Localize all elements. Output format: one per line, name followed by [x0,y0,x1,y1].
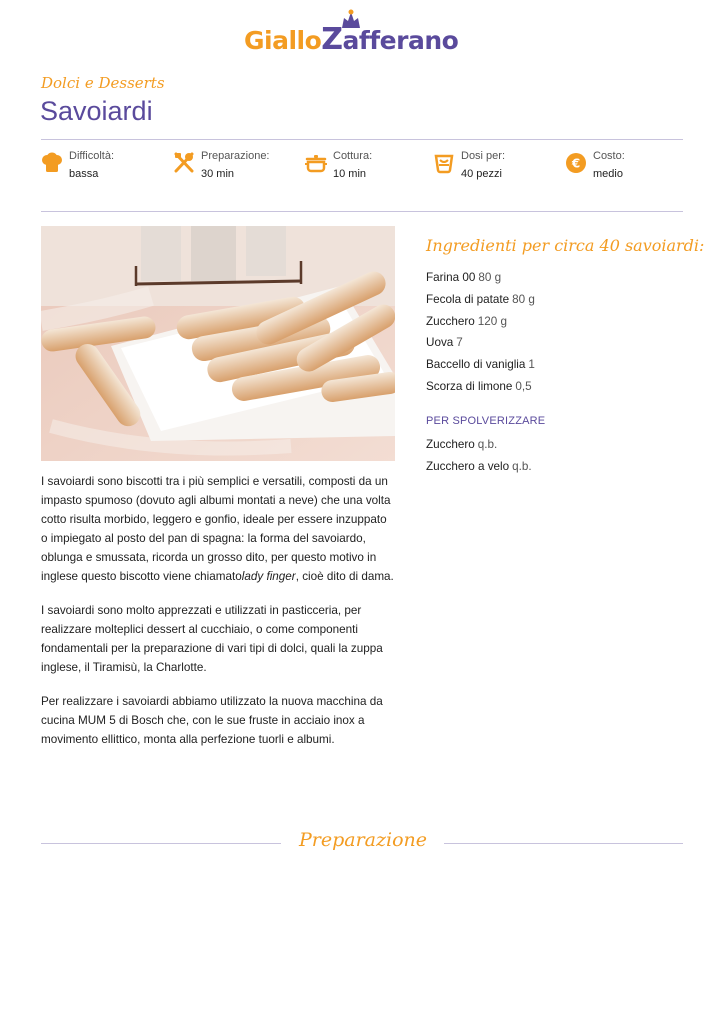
ingredient-item[interactable]: Zucchero 120 g [426,314,507,328]
intro-paragraph: I savoiardi sono biscotti tra i più semplici e versatili, composti da un impasto spumoso (dovuto agli albumi montati a neve) che una volta cotto risulta morbido, leggero e gonfio, ideale per essere inzuppato o impiegato al posto del pan di spagna: la forma del savoiardo, oblunga e smussata, ricorda un grosso dito, per questo motivo in inglese questo biscotto viene chiamatolady finger, cioè dito di dama. [41,475,394,583]
utensils-icon [173,152,195,174]
ingredient-item[interactable]: Uova 7 [426,336,463,350]
info-value: bassa [69,168,99,180]
ladyfingers-photo-illustration [41,226,395,461]
chef-hat-icon [41,152,63,174]
info-label: Cottura: [333,150,373,162]
intro-paragraph: I savoiardi sono molto apprezzati e utilizzati in pasticceria, per realizzare molteplici dessert al cucchiaio, o come componenti fondamentali per la preparazione di vari tipi di dolci, quali la zuppa inglese, il Tiramisù, la Charlotte. [41,604,383,674]
info-preparation [173,148,303,198]
info-cooking [305,148,435,198]
euro-coin-icon [565,152,587,174]
recipe-photo [41,226,395,461]
ingredient-item[interactable]: Scorza di limone 0,5 [426,379,532,393]
ingredients-list [426,271,686,402]
ingredients-title: Ingredienti per circa 40 savoiardi: [426,236,705,255]
info-label: Costo: [593,150,625,162]
divider [444,843,683,844]
info-value: 30 min [201,168,235,180]
ingredients-subsection-title: PER SPOLVERIZZARE [426,415,546,427]
pot-icon [305,152,327,174]
ingredient-item[interactable]: Baccello di vaniglia 1 [426,358,535,372]
ingredient-item[interactable]: Farina 00 80 g [426,271,502,284]
info-label: Preparazione: [201,150,270,162]
logo-wordmark: GialloZafferano [244,22,459,57]
info-label: Difficoltà: [69,150,115,162]
svg-text:€: € [571,156,581,171]
info-cost [565,148,695,198]
recipe-title: Savoiardi [40,96,153,126]
portion-bowl-icon [433,152,455,174]
divider [41,139,683,140]
info-difficulty [41,148,171,198]
recipe-category[interactable]: Dolci e Desserts [41,74,165,92]
info-value: 10 min [333,168,367,180]
ingredient-item[interactable]: Zucchero a velo q.b. [426,459,532,473]
divider [41,843,281,844]
recipe-intro [41,472,395,764]
ingredient-item[interactable]: Fecola di patate 80 g [426,292,535,306]
info-value: 40 pezzi [461,168,502,180]
info-servings [433,148,563,198]
ingredients-sub-list [426,438,686,482]
info-value: medio [593,168,623,180]
recipe-info-bar [41,148,683,198]
intro-paragraph: Per realizzare i savoiardi abbiamo utilizzato la nuova macchina da cucina MUM 5 di Bosch che, con le sue fruste in acciaio inox a movimento ellittico, monta alla perfezione tuorli e albumi. [41,695,383,746]
site-logo[interactable] [0,6,725,66]
info-label: Dosi per: [461,150,506,162]
preparation-title: Preparazione [298,829,428,851]
divider [41,211,683,212]
ingredient-item[interactable]: Zucchero q.b. [426,438,498,451]
